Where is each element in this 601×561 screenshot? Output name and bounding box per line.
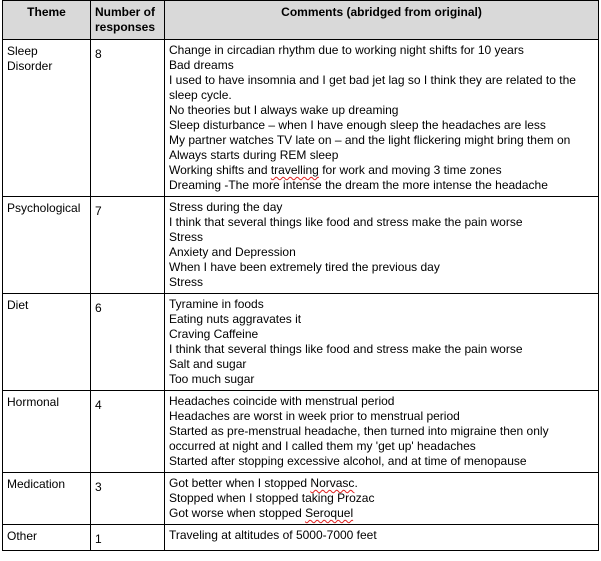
count-cell: 1 (91, 525, 165, 551)
comment-line: Traveling at altitudes of 5000-7000 feet (169, 528, 377, 542)
comment-line: Headaches are worst in week prior to menstrual period (169, 409, 460, 423)
count-cell: 8 (91, 40, 165, 197)
comment-line: Eating nuts aggravates it (169, 312, 302, 326)
spellcheck-flag: Norvasc (310, 476, 355, 490)
table-row (3, 473, 599, 525)
table-row (3, 197, 599, 294)
table-row (3, 391, 599, 473)
comment-line: Got worse when stopped Seroquel (169, 506, 354, 520)
comment-line: When I have been extremely tired the previous day (169, 260, 440, 274)
table-row (3, 294, 599, 391)
comments-cell (165, 525, 599, 551)
comment-line: Stress (169, 275, 204, 289)
comment-line: Craving Caffeine (169, 327, 259, 341)
comment-line: Working shifts and travelling for work and moving 3 time zones (169, 163, 502, 177)
comment-line: My partner watches TV late on – and the light flickering might bring them on (169, 133, 571, 147)
comment-line: Headaches coincide with menstrual period (169, 394, 395, 408)
theme-cell: Sleep Disorder (3, 40, 91, 197)
header-row (3, 1, 599, 40)
themes-table (2, 0, 599, 551)
theme-cell: Medication (3, 473, 91, 525)
count-cell: 4 (91, 391, 165, 473)
comment-line: No theories but I always wake up dreaming (169, 103, 399, 117)
header-comments: Comments (abridged from original) (165, 1, 599, 40)
theme-cell: Diet (3, 294, 91, 391)
comment-line: Change in circadian rhythm due to working night shifts for 10 years (169, 43, 524, 57)
count-cell: 7 (91, 197, 165, 294)
comment-line: Stopped when I stopped taking Prozac (169, 491, 375, 505)
comments-cell (165, 197, 599, 294)
comment-line: Always starts during REM sleep (169, 148, 339, 162)
comment-line: I think that several things like food and stress make the pain worse (169, 342, 523, 356)
comments-cell (165, 40, 599, 197)
comment-line: Stress (169, 230, 204, 244)
comment-line: Started as pre-menstrual headache, then turned into migraine then only occurred at night and I called them my 'get up' headaches (169, 424, 549, 453)
comment-line: Bad dreams (169, 58, 234, 72)
spellcheck-flag: Seroquel (305, 506, 354, 520)
spellcheck-flag: travelling (270, 163, 319, 177)
comments-cell (165, 294, 599, 391)
table-row (3, 40, 599, 197)
comment-line: I used to have insomnia and I get bad jet lag so I think they are related to the sleep cycle. (169, 73, 576, 102)
header-number-of-responses: Number of responses (91, 1, 165, 40)
comment-line: Started after stopping excessive alcohol, and at time of menopause (169, 454, 527, 468)
comment-line: Anxiety and Depression (169, 245, 296, 259)
comment-line: Stress during the day (169, 200, 283, 214)
comment-line: Got better when I stopped Norvasc. (169, 476, 358, 490)
count-cell: 3 (91, 473, 165, 525)
comment-line: I think that several things like food and stress make the pain worse (169, 215, 523, 229)
comment-line: Tyramine in foods (169, 297, 264, 311)
theme-cell: Hormonal (3, 391, 91, 473)
table-row (3, 525, 599, 551)
comment-line: Too much sugar (169, 372, 255, 386)
comments-cell (165, 473, 599, 525)
theme-cell: Other (3, 525, 91, 551)
comment-line: Dreaming -The more intense the dream the more intense the headache (169, 178, 548, 192)
comment-line: Salt and sugar (169, 357, 247, 371)
count-cell: 6 (91, 294, 165, 391)
comments-cell (165, 391, 599, 473)
comment-line: Sleep disturbance – when I have enough sleep the headaches are less (169, 118, 546, 132)
theme-cell: Psychological (3, 197, 91, 294)
header-theme: Theme (3, 1, 91, 40)
